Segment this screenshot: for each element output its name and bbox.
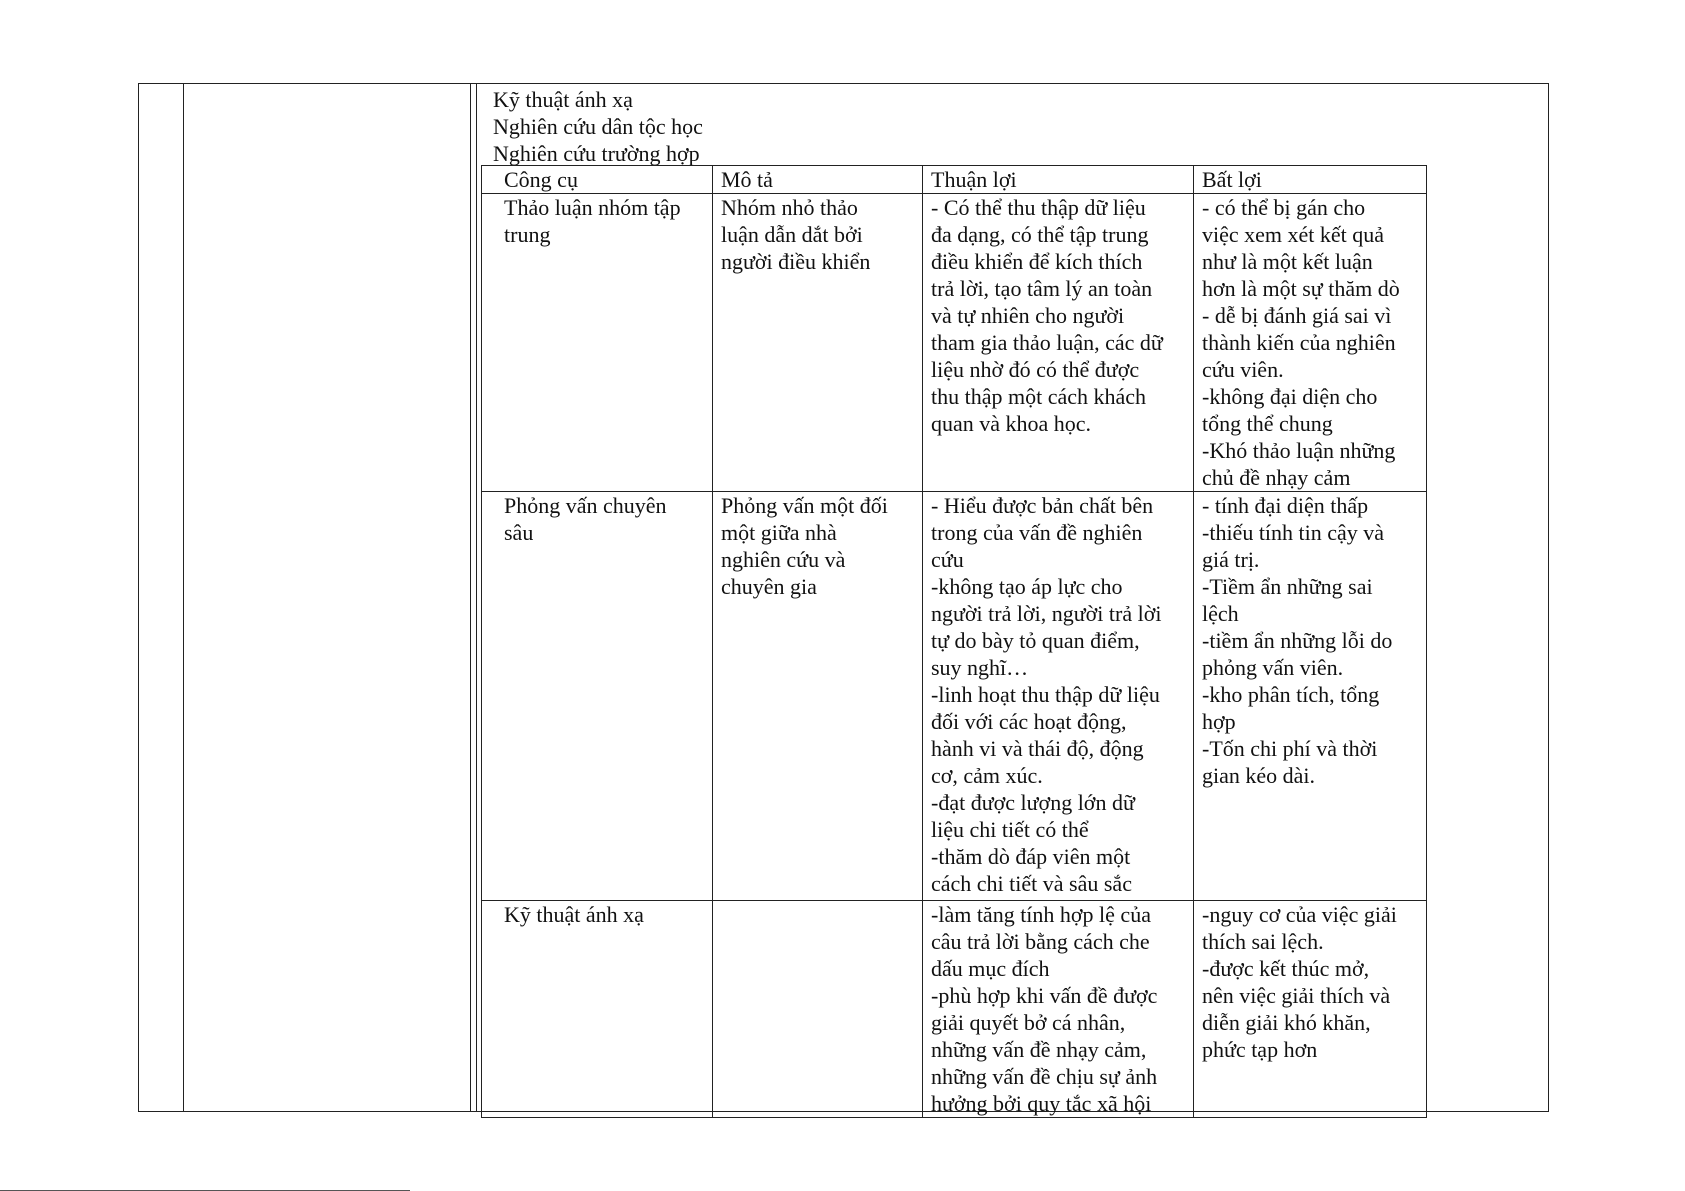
table-header-row — [482, 166, 1427, 194]
cell-tool: Thảo luận nhóm tập trung — [482, 194, 713, 492]
header-disadvantages: Bất lợi — [1194, 166, 1427, 194]
outer-column-divider-2 — [470, 83, 471, 1112]
cell-advantages: - Có thể thu thập dữ liệu đa dạng, có thể tập trung điều khiển để kích thích trả lời, tạo tâm lý an toàn và tự nhiên cho người tham gia thảo luận, các dữ liệu nhờ đó có thể được thu thập một cách khách quan và khoa học. — [923, 194, 1194, 492]
cell-disadvantages: -nguy cơ của việc giải thích sai lệch. -được kết thúc mở, nên việc giải thích và diễn giải khó khăn, phức tạp hơn — [1194, 901, 1427, 1118]
cell-description — [713, 901, 923, 1118]
outer-column-divider-1 — [183, 83, 184, 1112]
cell-description: Nhóm nhỏ thảo luận dẫn dắt bởi người điều khiển — [713, 194, 923, 492]
intro-line: Nghiên cứu dân tộc học — [493, 114, 703, 139]
cell-disadvantages: - có thể bị gán cho việc xem xét kết quả như là một kết luận hơn là một sự thăm dò - dễ bị đánh giá sai vì thành kiến của nghiên cứu viên. -không đại diện cho tổng thể chung -Khó thảo luận những chủ đề nhạy cảm — [1194, 194, 1427, 492]
cell-advantages: -làm tăng tính hợp lệ của câu trả lời bằng cách che dấu mục đích -phù hợp khi vấn đề được giải quyết bở cá nhân, những vấn đề nhạy cảm, những vấn đề chịu sự ảnh hưởng bởi quy tắc xã hội — [923, 901, 1194, 1118]
cell-advantages: - Hiểu được bản chất bên trong của vấn đề nghiên cứu -không tạo áp lực cho người trả lời, người trả lời tự do bày tỏ quan điểm, suy nghĩ… -linh hoạt thu thập dữ liệu đối với các hoạt động, hành vi và thái độ, động cơ, cảm xúc. -đạt được lượng lớn dữ liệu chi tiết có thể -thăm dò đáp viên một cách chi tiết và sâu sắc — [923, 492, 1194, 901]
table-row — [482, 492, 1427, 901]
cell-disadvantages: - tính đại diện thấp -thiếu tính tin cậy và giá trị. -Tiềm ẩn những sai lệch -tiềm ẩn những lỗi do phỏng vấn viên. -kho phân tích, tổng hợp -Tốn chi phí và thời gian kéo dài. — [1194, 492, 1427, 901]
cell-tool: Kỹ thuật ánh xạ — [482, 901, 713, 1118]
header-advantages: Thuận lợi — [923, 166, 1194, 194]
intro-line: Nghiên cứu trường hợp — [493, 141, 700, 166]
cell-description: Phỏng vấn một đối một giữa nhà nghiên cứu và chuyên gia — [713, 492, 923, 901]
table-row — [482, 901, 1427, 1118]
outer-column-divider-3 — [476, 83, 477, 1112]
intro-method-list — [493, 86, 703, 167]
research-tools-table — [481, 165, 1427, 1118]
header-description: Mô tả — [713, 166, 923, 194]
cell-tool: Phỏng vấn chuyên sâu — [482, 492, 713, 901]
intro-line: Kỹ thuật ánh xạ — [493, 87, 633, 112]
header-tool: Công cụ — [482, 166, 713, 194]
table-row — [482, 194, 1427, 492]
